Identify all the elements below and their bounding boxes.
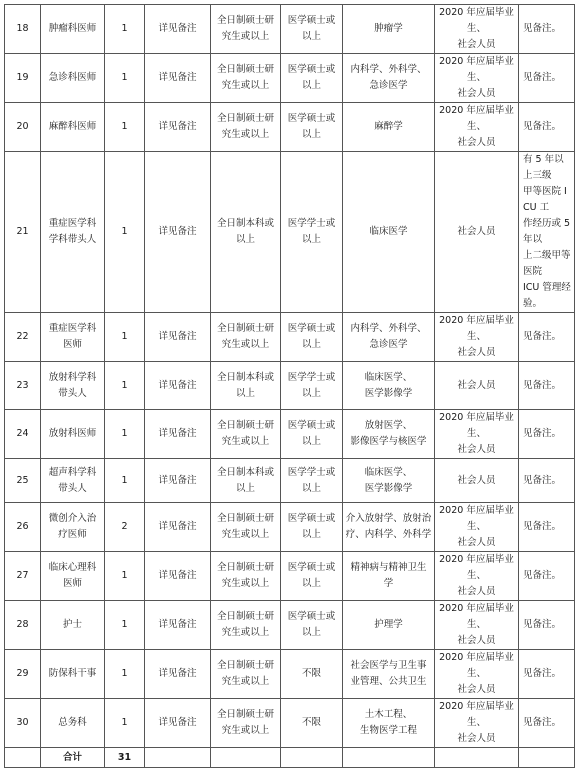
row-number-cell [5, 699, 41, 748]
empty-cell [519, 748, 575, 768]
requirement-cell [145, 313, 211, 362]
note-cell-text: 见备注。 [523, 521, 562, 532]
post-name-cell-text: 微创介入治 疗医师 [48, 513, 97, 540]
target-cell [435, 5, 519, 54]
note-cell-text: 见备注。 [523, 72, 562, 83]
degree-cell-text: 医学硕士或 以上 [287, 323, 336, 350]
target-cell [435, 552, 519, 601]
target-cell-text: 社会人员 [457, 474, 496, 486]
degree-cell [281, 54, 343, 103]
post-name-cell-text: 麻醉科医师 [48, 121, 97, 132]
target-cell [435, 699, 519, 748]
education-cell-text: 全日制本科或 以上 [216, 218, 274, 245]
table-row [5, 459, 575, 503]
table-row [5, 5, 575, 54]
note-cell [519, 699, 575, 748]
target-cell [435, 503, 519, 552]
note-cell-text: 见备注。 [523, 428, 562, 439]
row-number-cell [5, 152, 41, 313]
requirement-cell [145, 362, 211, 410]
headcount-cell [105, 54, 145, 103]
target-cell [435, 362, 519, 410]
row-number-cell-text: 30 [16, 717, 29, 728]
post-name-cell [41, 552, 105, 601]
major-cell [343, 152, 435, 313]
row-number-cell [5, 459, 41, 503]
post-name-cell-text: 防保科干事 [48, 668, 97, 679]
headcount-cell-text: 1 [121, 668, 128, 679]
headcount-cell [105, 601, 145, 650]
post-name-cell [41, 362, 105, 410]
headcount-cell [105, 152, 145, 313]
education-cell-text: 全日制硕士研 究生或以上 [216, 562, 274, 589]
row-number-cell-text: 21 [16, 226, 29, 237]
headcount-cell-text: 1 [121, 474, 128, 486]
post-name-cell-text: 超声科学科 带头人 [48, 466, 97, 494]
headcount-cell [105, 410, 145, 459]
headcount-cell [105, 699, 145, 748]
post-name-cell [41, 459, 105, 503]
requirement-cell [145, 54, 211, 103]
table-row [5, 362, 575, 410]
post-name-cell-text: 肿瘤科医师 [48, 23, 97, 34]
major-cell-text: 介入放射学、放射治 疗、内科学、外科学 [345, 513, 432, 540]
education-cell [211, 410, 281, 459]
education-cell [211, 5, 281, 54]
row-number-cell-text: 28 [16, 619, 29, 630]
major-cell-text: 护理学 [374, 619, 403, 630]
education-cell [211, 362, 281, 410]
degree-cell [281, 552, 343, 601]
post-name-cell-text: 放射科医师 [48, 428, 97, 439]
major-cell-text: 土木工程、 生物医学工程 [359, 709, 417, 736]
requirement-cell [145, 103, 211, 152]
headcount-cell [105, 103, 145, 152]
target-cell [435, 313, 519, 362]
requirement-cell-text: 详见备注 [158, 717, 197, 728]
empty-cell [211, 748, 281, 768]
degree-cell-text: 医学硕士或 以上 [287, 15, 336, 42]
major-cell-text: 精神病与精神卫生 学 [350, 562, 427, 589]
row-number-cell-text: 19 [16, 72, 29, 83]
row-number-cell-text: 26 [16, 521, 29, 532]
row-number-cell [5, 503, 41, 552]
table-row [5, 552, 575, 601]
degree-cell-text: 医学学士或 以上 [287, 466, 336, 494]
major-cell-text: 肿瘤学 [374, 23, 403, 34]
degree-cell [281, 5, 343, 54]
degree-cell [281, 459, 343, 503]
target-cell-text: 2020 年应届毕业生、 社会人员 [439, 7, 514, 50]
education-cell [211, 54, 281, 103]
total-label: 合计 [62, 751, 82, 763]
education-cell [211, 459, 281, 503]
degree-cell-text: 医学硕士或 以上 [287, 113, 336, 140]
post-name-cell [41, 103, 105, 152]
total-count-cell [105, 748, 145, 768]
note-cell-text: 见备注。 [523, 474, 562, 486]
headcount-cell-text: 1 [121, 428, 128, 439]
row-number-cell [5, 362, 41, 410]
degree-cell-text: 医学硕士或 以上 [287, 420, 336, 447]
note-cell [519, 503, 575, 552]
requirement-cell-text: 详见备注 [158, 668, 197, 679]
row-number-cell-text: 20 [16, 121, 29, 132]
note-cell-text: 见备注。 [523, 331, 562, 342]
education-cell [211, 152, 281, 313]
table-row [5, 103, 575, 152]
requirement-cell [145, 699, 211, 748]
education-cell-text: 全日制硕士研 究生或以上 [216, 113, 274, 140]
headcount-cell-text: 1 [121, 72, 128, 83]
note-cell [519, 152, 575, 313]
education-cell-text: 全日制硕士研 究生或以上 [216, 323, 274, 350]
major-cell-text: 放射医学、 影像医学与核医学 [350, 420, 427, 447]
education-cell [211, 601, 281, 650]
education-cell-text: 全日制硕士研 究生或以上 [216, 709, 274, 736]
major-cell [343, 699, 435, 748]
major-cell-text: 麻醉学 [374, 121, 403, 132]
degree-cell-text: 医学学士或 以上 [287, 218, 336, 245]
requirement-cell-text: 详见备注 [158, 23, 197, 34]
degree-cell-text: 医学硕士或 以上 [287, 64, 336, 91]
requirement-cell [145, 459, 211, 503]
requirement-cell-text: 详见备注 [158, 474, 197, 486]
row-number-cell [5, 552, 41, 601]
major-cell-text: 临床医学、 医学影像学 [364, 371, 413, 399]
table-row [5, 699, 575, 748]
degree-cell [281, 152, 343, 313]
major-cell [343, 313, 435, 362]
headcount-cell [105, 552, 145, 601]
row-number-cell-text: 24 [16, 428, 29, 439]
requirement-cell-text: 详见备注 [158, 570, 197, 581]
target-cell-text: 2020 年应届毕业生、 社会人员 [439, 652, 514, 695]
empty-cell [5, 748, 41, 768]
headcount-cell [105, 503, 145, 552]
note-cell-text: 见备注。 [523, 668, 562, 679]
major-cell-text: 临床医学、 医学影像学 [364, 466, 413, 494]
degree-cell [281, 503, 343, 552]
education-cell [211, 503, 281, 552]
education-cell [211, 103, 281, 152]
target-cell-text: 社会人员 [457, 226, 496, 237]
row-number-cell [5, 103, 41, 152]
education-cell [211, 552, 281, 601]
note-cell [519, 601, 575, 650]
headcount-cell [105, 362, 145, 410]
post-name-cell [41, 410, 105, 459]
headcount-cell-text: 1 [121, 570, 128, 581]
degree-cell [281, 410, 343, 459]
education-cell-text: 全日制硕士研 究生或以上 [216, 660, 274, 687]
target-cell [435, 54, 519, 103]
major-cell [343, 5, 435, 54]
note-cell-text: 有 5 年以上三级 甲等医院 ICU 工 作经历或 5 年以 上二级甲等医院 ICU 管理经验。 [523, 154, 571, 309]
note-cell [519, 410, 575, 459]
degree-cell [281, 103, 343, 152]
education-cell [211, 313, 281, 362]
requirement-cell [145, 152, 211, 313]
target-cell-text: 2020 年应届毕业生、 社会人员 [439, 603, 514, 646]
target-cell-text: 2020 年应届毕业生、 社会人员 [439, 701, 514, 744]
headcount-cell [105, 313, 145, 362]
row-number-cell [5, 601, 41, 650]
major-cell-text: 社会医学与卫生事 业管理、公共卫生 [350, 660, 427, 687]
requirement-cell-text: 详见备注 [158, 121, 197, 132]
major-cell-text: 内科学、外科学、 急诊医学 [350, 64, 427, 91]
total-row [5, 748, 575, 768]
post-name-cell-text: 护士 [62, 619, 82, 630]
requirement-cell [145, 503, 211, 552]
note-cell [519, 459, 575, 503]
post-name-cell-text: 临床心理科 医师 [48, 562, 97, 589]
note-cell [519, 103, 575, 152]
note-cell-text: 见备注。 [523, 121, 562, 132]
headcount-cell-text: 1 [121, 226, 128, 237]
table-row [5, 503, 575, 552]
table-row [5, 313, 575, 362]
post-name-cell-text: 重症医学科 学科带头人 [48, 218, 97, 245]
target-cell [435, 103, 519, 152]
empty-cell [281, 748, 343, 768]
row-number-cell-text: 18 [16, 23, 29, 34]
requirement-cell [145, 5, 211, 54]
requirement-cell-text: 详见备注 [158, 521, 197, 532]
table-row [5, 152, 575, 313]
headcount-cell [105, 459, 145, 503]
table-body [5, 5, 575, 768]
row-number-cell-text: 23 [16, 379, 29, 391]
requirement-cell [145, 601, 211, 650]
headcount-cell-text: 1 [121, 619, 128, 630]
requirement-cell-text: 详见备注 [158, 72, 197, 83]
education-cell [211, 699, 281, 748]
major-cell-text: 临床医学 [369, 226, 408, 237]
table-row [5, 410, 575, 459]
target-cell-text: 社会人员 [457, 379, 496, 391]
post-name-cell-text: 总务科 [58, 717, 87, 728]
requirement-cell-text: 详见备注 [158, 379, 197, 391]
note-cell [519, 552, 575, 601]
requirement-cell-text: 详见备注 [158, 428, 197, 439]
note-cell-text: 见备注。 [523, 717, 562, 728]
headcount-cell-text: 1 [121, 121, 128, 132]
note-cell-text: 见备注。 [523, 23, 562, 34]
total-count: 31 [117, 751, 132, 763]
target-cell [435, 459, 519, 503]
row-number-cell-text: 25 [16, 474, 29, 486]
target-cell-text: 2020 年应届毕业生、 社会人员 [439, 105, 514, 148]
degree-cell-text: 医学硕士或 以上 [287, 611, 336, 638]
post-name-cell [41, 503, 105, 552]
target-cell-text: 2020 年应届毕业生、 社会人员 [439, 554, 514, 597]
post-name-cell [41, 152, 105, 313]
note-cell [519, 5, 575, 54]
education-cell-text: 全日制硕士研 究生或以上 [216, 15, 274, 42]
degree-cell-text: 医学硕士或 以上 [287, 562, 336, 589]
row-number-cell [5, 54, 41, 103]
requirement-cell [145, 410, 211, 459]
degree-cell [281, 313, 343, 362]
row-number-cell [5, 313, 41, 362]
major-cell [343, 503, 435, 552]
headcount-cell-text: 1 [121, 331, 128, 342]
post-name-cell-text: 放射科学科 带头人 [48, 371, 97, 399]
education-cell-text: 全日制硕士研 究生或以上 [216, 420, 274, 447]
requirement-cell-text: 详见备注 [158, 226, 197, 237]
row-number-cell [5, 410, 41, 459]
education-cell-text: 全日制本科或 以上 [216, 466, 274, 494]
major-cell [343, 54, 435, 103]
post-name-cell [41, 54, 105, 103]
post-name-cell [41, 601, 105, 650]
post-name-cell [41, 5, 105, 54]
headcount-cell-text: 2 [121, 521, 128, 532]
requirement-cell-text: 详见备注 [158, 331, 197, 342]
post-name-cell-text: 重症医学科 医师 [48, 323, 97, 350]
empty-cell [145, 748, 211, 768]
empty-cell [343, 748, 435, 768]
headcount-cell-text: 1 [121, 717, 128, 728]
target-cell [435, 152, 519, 313]
note-cell [519, 54, 575, 103]
row-number-cell-text: 22 [16, 331, 29, 342]
note-cell [519, 362, 575, 410]
row-number-cell [5, 5, 41, 54]
table-row [5, 601, 575, 650]
empty-cell [435, 748, 519, 768]
total-label-cell [41, 748, 105, 768]
headcount-cell-text: 1 [121, 379, 128, 391]
education-cell-text: 全日制硕士研 究生或以上 [216, 64, 274, 91]
note-cell [519, 313, 575, 362]
education-cell-text: 全日制本科或 以上 [216, 371, 274, 399]
major-cell-text: 内科学、外科学、 急诊医学 [350, 323, 427, 350]
note-cell-text: 见备注。 [523, 619, 562, 630]
requirement-cell [145, 552, 211, 601]
major-cell [343, 362, 435, 410]
headcount-cell-text: 1 [121, 23, 128, 34]
degree-cell [281, 362, 343, 410]
headcount-cell [105, 5, 145, 54]
education-cell-text: 全日制硕士研 究生或以上 [216, 611, 274, 638]
row-number-cell-text: 29 [16, 668, 29, 679]
note-cell-text: 见备注。 [523, 570, 562, 581]
post-name-cell [41, 313, 105, 362]
degree-cell-text: 不限 [301, 717, 321, 728]
table-row [5, 54, 575, 103]
major-cell [343, 552, 435, 601]
target-cell-text: 2020 年应届毕业生、 社会人员 [439, 315, 514, 358]
major-cell [343, 410, 435, 459]
requirement-cell-text: 详见备注 [158, 619, 197, 630]
degree-cell-text: 不限 [301, 668, 321, 679]
degree-cell-text: 医学学士或 以上 [287, 371, 336, 399]
major-cell [343, 601, 435, 650]
degree-cell [281, 601, 343, 650]
post-name-cell-text: 急诊科医师 [48, 72, 97, 83]
target-cell-text: 2020 年应届毕业生、 社会人员 [439, 412, 514, 455]
recruitment-table [4, 4, 575, 768]
target-cell [435, 410, 519, 459]
degree-cell [281, 699, 343, 748]
post-name-cell [41, 699, 105, 748]
degree-cell-text: 医学硕士或 以上 [287, 513, 336, 540]
target-cell-text: 2020 年应届毕业生、 社会人员 [439, 56, 514, 99]
major-cell [343, 103, 435, 152]
education-cell-text: 全日制硕士研 究生或以上 [216, 513, 274, 540]
major-cell [343, 459, 435, 503]
target-cell-text: 2020 年应届毕业生、 社会人员 [439, 505, 514, 548]
row-number-cell-text: 27 [16, 570, 29, 581]
target-cell [435, 601, 519, 650]
note-cell-text: 见备注。 [523, 379, 562, 391]
